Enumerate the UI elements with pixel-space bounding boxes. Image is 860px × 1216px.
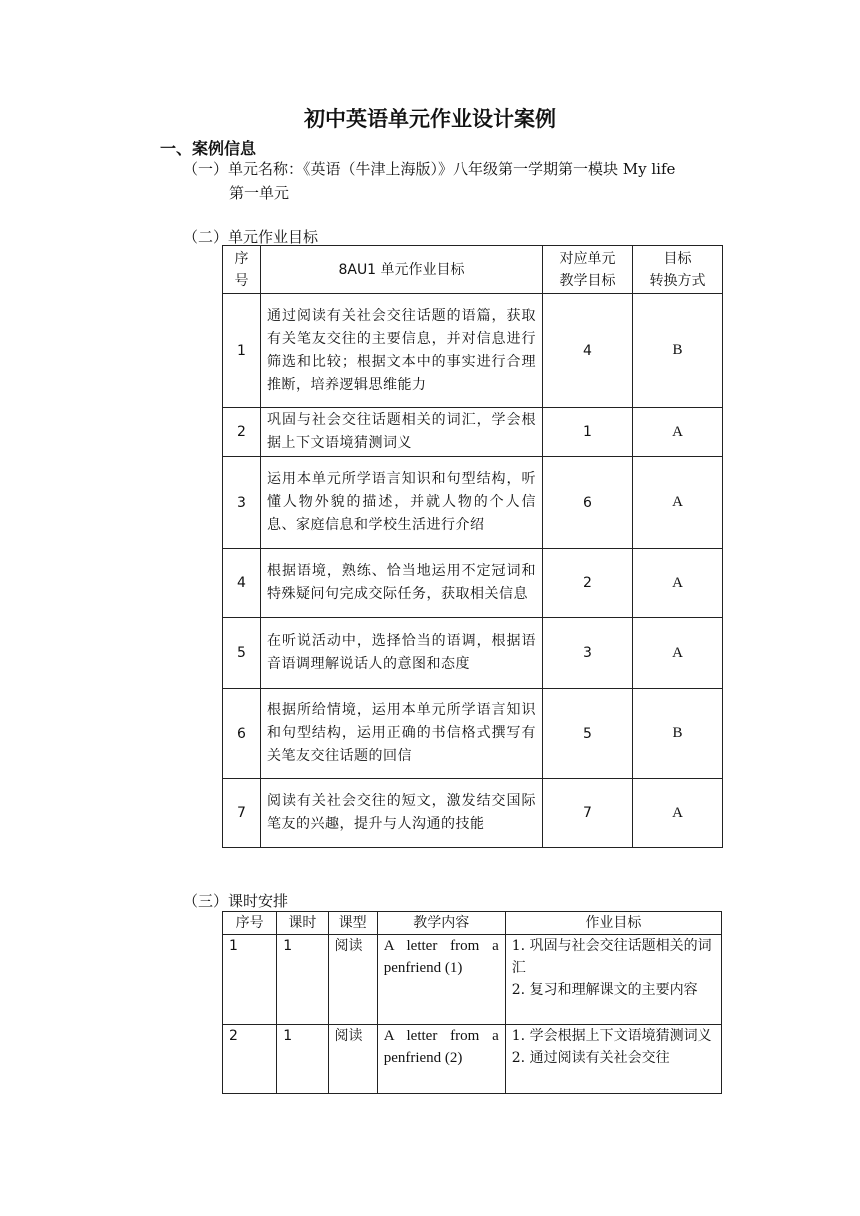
unit-goals-table (222, 245, 723, 848)
goal-text: 根据语境，熟练、恰当地运用不定冠词和特殊疑问句完成交际任务，获取相关信息 (261, 549, 543, 618)
goal-seq: 4 (223, 549, 261, 618)
goal-text: 运用本单元所学语言知识和句型结构，听懂人物外貌的描述，并就人物的个人信息、家庭信息和学校生活进行介绍 (261, 457, 543, 549)
goal-target: 1 (543, 408, 633, 457)
schedule-table (222, 911, 722, 1094)
subheading-schedule: （三）课时安排 (183, 892, 289, 910)
schedule-hours: 1 (277, 935, 328, 1025)
table-row (223, 408, 723, 457)
table-row (223, 618, 723, 689)
header-convert: 目标 转换方式 (633, 246, 723, 294)
goal-mode: A (633, 408, 723, 457)
goal-seq: 5 (223, 618, 261, 689)
unit-name-continuation: 第一单元 (229, 184, 290, 202)
schedule-seq: 2 (223, 1025, 277, 1094)
goal-target: 7 (543, 779, 633, 848)
table-row (223, 779, 723, 848)
table-row (223, 689, 723, 779)
schedule-hours: 1 (277, 1025, 328, 1094)
goal-mode: A (633, 779, 723, 848)
goal-mode: A (633, 618, 723, 689)
header-target: 对应单元 教学目标 (543, 246, 633, 294)
header-goal: 8AU1 单元作业目标 (261, 246, 543, 294)
goal-mode: B (633, 294, 723, 408)
goal-target: 4 (543, 294, 633, 408)
goal-target: 2 (543, 549, 633, 618)
goal-text: 根据所给情境，运用本单元所学语言知识和句型结构，运用正确的书信格式撰写有关笔友交往话题的回信 (261, 689, 543, 779)
goals-header-row (223, 246, 723, 294)
goal-mode: A (633, 549, 723, 618)
goal-text: 通过阅读有关社会交往话题的语篇，获取有关笔友交往的主要信息，并对信息进行筛选和比较；根据文本中的事实进行合理推断，培养逻辑思维能力 (261, 294, 543, 408)
document-title: 初中英语单元作业设计案例 (304, 107, 556, 131)
header-hours: 课时 (277, 912, 328, 935)
table-row (223, 1025, 722, 1094)
table-row (223, 457, 723, 549)
table-row (223, 549, 723, 618)
goal-target: 3 (543, 618, 633, 689)
goal-seq: 1 (223, 294, 261, 408)
goal-seq: 3 (223, 457, 261, 549)
header-content: 教学内容 (377, 912, 505, 935)
schedule-seq: 1 (223, 935, 277, 1025)
goal-mode: A (633, 457, 723, 549)
goal-text: 巩固与社会交往话题相关的词汇，学会根据上下文语境猜测词义 (261, 408, 543, 457)
header-seq: 序 号 (223, 246, 261, 294)
goal-target: 6 (543, 457, 633, 549)
goal-seq: 6 (223, 689, 261, 779)
schedule-type: 阅读 (328, 935, 377, 1025)
schedule-header-row (223, 912, 722, 935)
schedule-goals: 1. 巩固与社会交往话题相关的词汇 2. 复习和理解课文的主要内容 (505, 935, 721, 1025)
header-goal: 作业目标 (505, 912, 721, 935)
header-type: 课型 (328, 912, 377, 935)
goal-seq: 7 (223, 779, 261, 848)
goal-target: 5 (543, 689, 633, 779)
table-row (223, 935, 722, 1025)
goal-mode: B (633, 689, 723, 779)
goal-text: 在听说活动中，选择恰当的语调，根据语音语调理解说话人的意图和态度 (261, 618, 543, 689)
goal-seq: 2 (223, 408, 261, 457)
unit-name-line: （一）单元名称：《英语（牛津上海版）》八年级第一学期第一模块 My life (183, 160, 676, 178)
header-seq: 序号 (223, 912, 277, 935)
goal-text: 阅读有关社会交往的短文，激发结交国际笔友的兴趣，提升与人沟通的技能 (261, 779, 543, 848)
subheading-unit-goals: （二）单元作业目标 (183, 228, 319, 246)
schedule-content: A letter from a penfriend (1) (377, 935, 505, 1025)
section-heading-case-info: 一、案例信息 (160, 139, 257, 158)
schedule-type: 阅读 (328, 1025, 377, 1094)
table-row (223, 294, 723, 408)
schedule-content: A letter from a penfriend (2) (377, 1025, 505, 1094)
schedule-goals: 1. 学会根据上下文语境猜测词义 2. 通过阅读有关社会交往 (505, 1025, 721, 1094)
